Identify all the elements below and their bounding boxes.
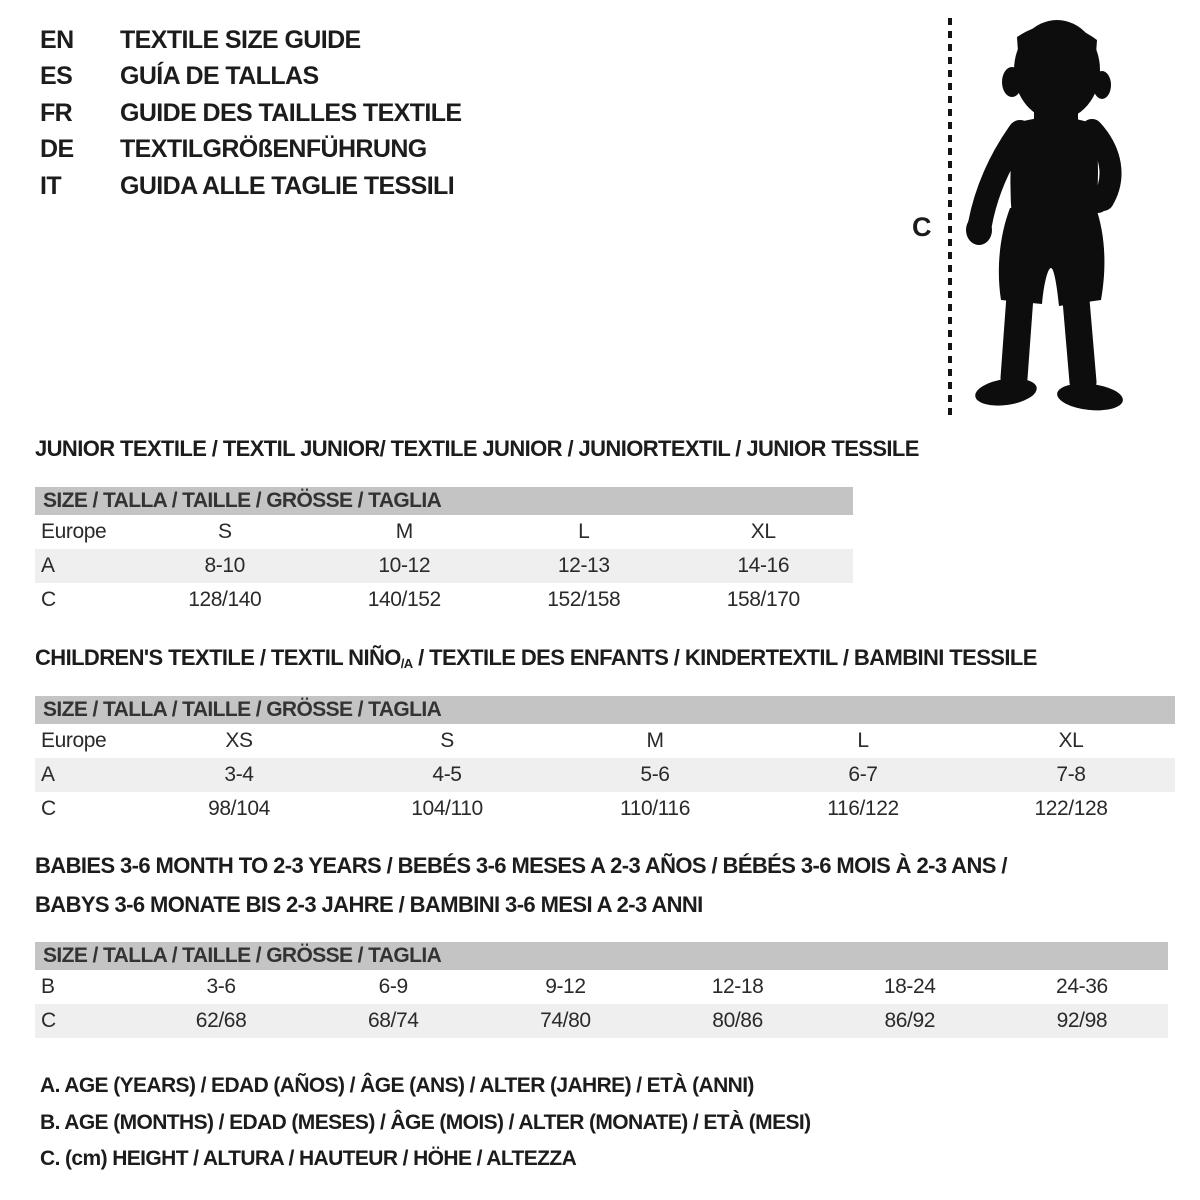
row-label: C: [41, 1009, 56, 1032]
size-value-cell: 18-24: [883, 975, 936, 998]
lang-title: TEXTILGRÖßENFÜHRUNG: [120, 135, 427, 164]
size-value-cell: 122/128: [1034, 797, 1108, 820]
size-value-cell: 12-18: [711, 975, 764, 998]
row-label: Europe: [41, 729, 107, 752]
lang-row-it: [40, 168, 462, 205]
size-value-cell: 68/74: [367, 1009, 419, 1032]
lang-code: ES: [40, 62, 73, 91]
size-value-cell: 8-10: [204, 554, 245, 577]
title-text: JUNIOR TEXTILE / TEXTIL JUNIOR/ TEXTILE JUNIOR / JUNIORTEXTIL / JUNIOR TESSILE: [35, 436, 919, 461]
title-text: CHILDREN'S TEXTILE / TEXTIL NIÑO: [35, 645, 401, 670]
title-text: / TEXTILE DES ENFANTS / KINDERTEXTIL / BAMBINI TESSILE: [412, 645, 1037, 670]
size-value-cell: 12-13: [557, 554, 610, 577]
row-label: B: [41, 975, 55, 998]
table-row: [35, 515, 853, 549]
row-label: C: [41, 588, 56, 611]
table-row: [35, 792, 1175, 826]
size-value-cell: XL: [750, 520, 776, 543]
size-value-cell: 98/104: [208, 797, 270, 820]
size-value-cell: 140/152: [367, 588, 441, 611]
size-value-cell: 92/98: [1056, 1009, 1108, 1032]
row-label: C: [41, 797, 56, 820]
row-label: A: [41, 763, 55, 786]
children-textile-section: [35, 643, 1175, 826]
junior-size-table: [35, 515, 853, 617]
size-header-bar: SIZE / TALLA / TAILLE / GRÖSSE / TAGLIA: [35, 487, 853, 515]
row-label: Europe: [41, 520, 107, 543]
table-row: [35, 758, 1175, 792]
size-value-cell: XS: [225, 729, 253, 752]
size-value-cell: M: [395, 520, 413, 543]
size-value-cell: L: [578, 520, 590, 543]
table-row: [35, 1004, 1168, 1038]
lang-row-fr: [40, 95, 462, 132]
size-value-cell: XL: [1058, 729, 1084, 752]
children-size-table: [35, 724, 1175, 826]
measurement-legend: [40, 1068, 811, 1178]
babies-size-table: [35, 970, 1168, 1038]
lang-code: DE: [40, 135, 74, 164]
legend-height-cm: C. (cm) HEIGHT / ALTURA / HAUTEUR / HÖHE / ALTEZZA: [40, 1147, 577, 1170]
size-value-cell: 4-5: [432, 763, 462, 786]
size-value-cell: 9-12: [545, 975, 586, 998]
legend-age-months: B. AGE (MONTHS) / EDAD (MESES) / ÂGE (MOIS) / ALTER (MONATE) / ETÀ (MESI): [40, 1110, 811, 1134]
table-row: [35, 970, 1168, 1004]
size-value-cell: 7-8: [1056, 763, 1086, 786]
lang-row-es: [40, 59, 462, 96]
lang-title: TEXTILE SIZE GUIDE: [120, 25, 361, 54]
size-value-cell: 158/170: [726, 588, 800, 611]
table-row: [35, 549, 853, 583]
size-value-cell: 74/80: [540, 1009, 591, 1032]
lang-code: IT: [40, 171, 62, 200]
junior-textile-section: [35, 434, 919, 617]
size-value-cell: 80/86: [712, 1009, 763, 1032]
size-value-cell: 6-9: [378, 975, 408, 998]
size-header-bar: SIZE / TALLA / TAILLE / GRÖSSE / TAGLIA: [35, 696, 1175, 724]
row-label: A: [41, 554, 55, 577]
size-value-cell: 116/122: [827, 797, 899, 820]
size-value-cell: 104/110: [411, 797, 483, 820]
size-value-cell: 5-6: [640, 763, 670, 786]
size-value-cell: 14-16: [737, 554, 790, 577]
size-value-cell: 86/92: [884, 1009, 936, 1032]
language-title-list: [40, 22, 462, 205]
size-header-bar: SIZE / TALLA / TAILLE / GRÖSSE / TAGLIA: [35, 942, 1168, 970]
lang-code: FR: [40, 98, 73, 127]
size-value-cell: 128/140: [188, 588, 262, 611]
lang-code: EN: [40, 25, 74, 54]
lang-title: GUIDA ALLE TAGLIE TESSILI: [120, 171, 455, 200]
lang-row-de: [40, 132, 462, 169]
title-text: BABIES 3-6 MONTH TO 2-3 YEARS / BEBÉS 3-6 MESES A 2-3 AÑOS / BÉBÉS 3-6 MOIS À 2-3 ANS /: [35, 853, 1007, 878]
size-value-cell: M: [646, 729, 664, 752]
size-value-cell: 62/68: [195, 1009, 247, 1032]
legend-age-years: A. AGE (YEARS) / EDAD (AÑOS) / ÂGE (ANS) / ALTER (JAHRE) / ETÀ (ANNI): [40, 1074, 754, 1097]
lang-title: GUIDE DES TAILLES TEXTILE: [120, 98, 462, 127]
junior-section-title: [35, 434, 919, 467]
size-value-cell: S: [217, 520, 232, 543]
babies-textile-section: [35, 851, 1168, 1038]
size-value-cell: 110/116: [620, 797, 690, 820]
toddler-silhouette-figure: [962, 12, 1140, 418]
table-row: [35, 724, 1175, 758]
babies-section-title-line2: BABYS 3-6 MONATE BIS 2-3 JAHRE / BAMBINI 3-6 MESI A 2-3 ANNI: [35, 892, 703, 917]
size-value-cell: 152/158: [547, 588, 621, 611]
size-value-cell: 6-7: [848, 763, 878, 786]
size-value-cell: 3-6: [206, 975, 236, 998]
size-value-cell: 10-12: [378, 554, 431, 577]
size-value-cell: 24-36: [1056, 975, 1108, 998]
height-measure-dashed-line: [948, 18, 952, 416]
lang-title: GUÍA DE TALLAS: [120, 62, 319, 91]
babies-section-title-line1: [35, 851, 1168, 884]
lang-row-en: [40, 22, 462, 59]
size-value-cell: 3-4: [224, 763, 254, 786]
table-row: [35, 583, 853, 617]
size-value-cell: L: [857, 729, 869, 752]
size-value-cell: S: [440, 729, 454, 752]
title-subscript: /A: [400, 656, 413, 671]
height-measure-label: C: [912, 212, 932, 242]
children-section-title: [35, 643, 1175, 676]
